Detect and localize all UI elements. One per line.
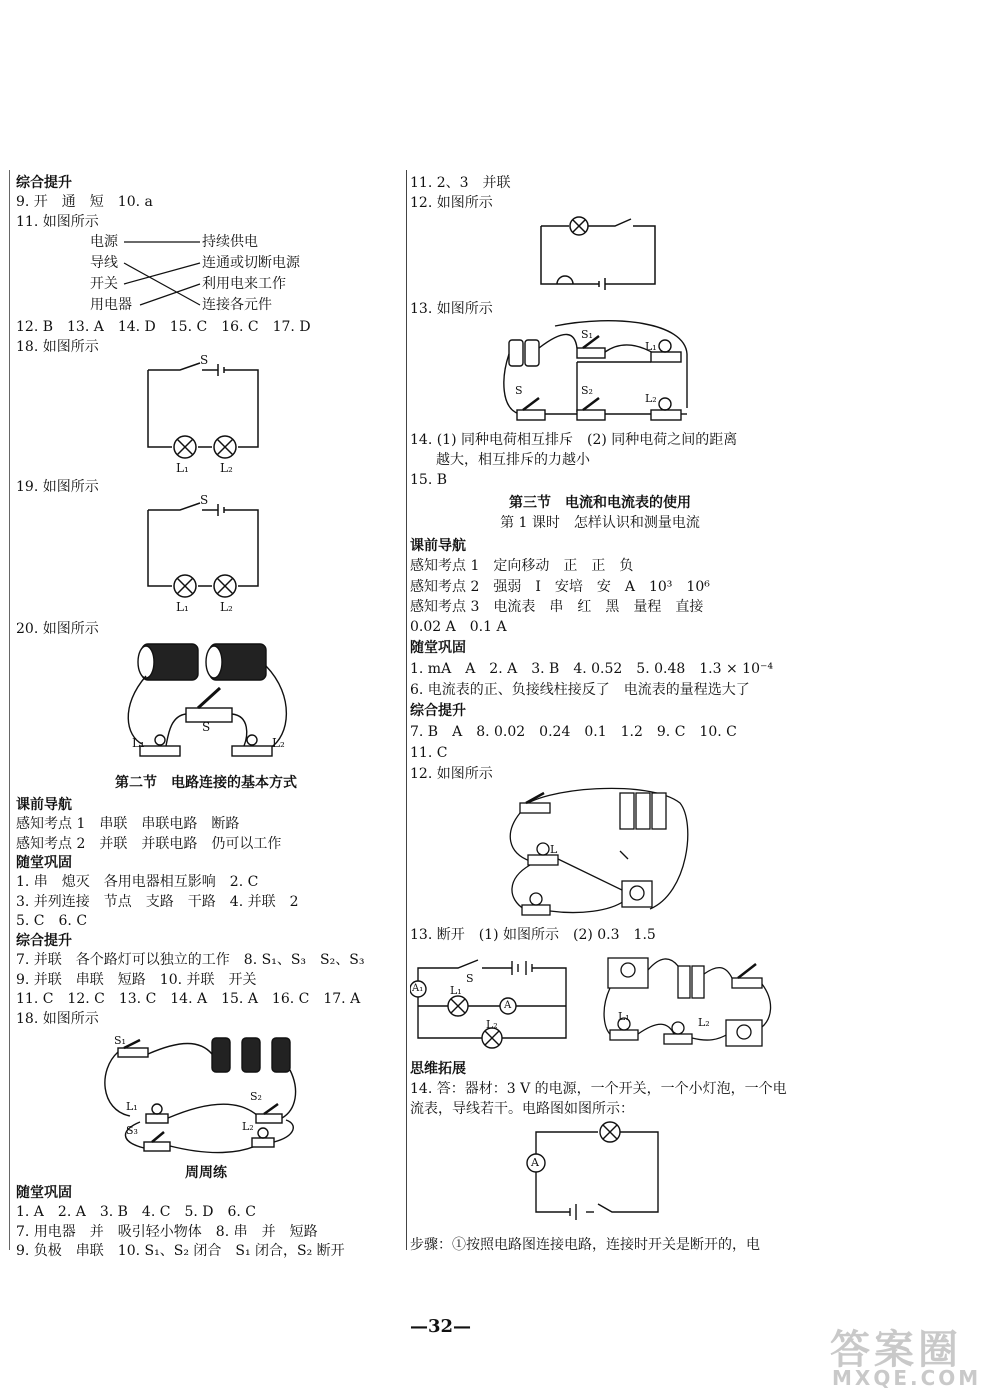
section-heading: 随堂巩固 — [410, 640, 466, 656]
ammeter-label: A₁ — [412, 983, 424, 994]
answer-line: 步骤：①按照电路图连接电路，连接时开关是断开的，电 — [410, 1237, 760, 1253]
answer-line: 12. 如图所示 — [410, 766, 493, 782]
watermark-text: 答案圈 — [830, 1327, 962, 1373]
answer-line: 11. 2、3 并联 — [410, 175, 511, 191]
switch-label: S — [200, 353, 209, 367]
answer-line: 6. 电流表的正、负接线柱接反了 电流表的量程选大了 — [410, 682, 750, 698]
page-number: —32— — [410, 1316, 472, 1337]
section-heading: 综合提升 — [410, 703, 466, 719]
lamp-label: L₂ — [645, 392, 657, 405]
circuit-diagram-13-schematic — [410, 948, 580, 1056]
answer-line: 15. B — [410, 472, 448, 488]
circuit-14-svg — [520, 1120, 670, 1228]
answer-line: 14. 答：器材：3 V 的电源，一个开关，一个小灯泡，一个电 — [410, 1081, 787, 1097]
circuit-12-svg — [535, 212, 665, 297]
column-divider — [406, 170, 407, 1250]
physical-circuit-20 — [120, 636, 300, 766]
match-right-item: 连接各元件 — [202, 297, 272, 313]
answer-line: 9. 开 通 短 10. a — [16, 194, 153, 210]
answer-line: 3. 并列连接 节点 支路 干路 4. 并联 2 — [16, 894, 299, 910]
watermark-logo — [822, 1318, 992, 1392]
match-left-item: 用电器 — [90, 297, 132, 313]
lamp-label: L₁ — [618, 1010, 630, 1023]
answer-line: 感知考点 2 并联 并联电路 仍可以工作 — [16, 836, 282, 852]
answer-line: 7. 并联 各个路灯可以独立的工作 8. S₁、S₃ S₂、S₃ — [16, 952, 365, 968]
answer-line: 9. 负极 串联 10. S₁、S₂ 闭合 S₁ 闭合，S₂ 断开 — [16, 1243, 345, 1259]
section-heading: 思维拓展 — [410, 1061, 466, 1077]
answer-line: 1. 串 熄灭 各用电器相互影响 2. C — [16, 874, 259, 890]
lamp-label: L₂ — [698, 1016, 710, 1029]
circuit-ammeter-svg — [500, 783, 690, 923]
switch-label: S₂ — [250, 1090, 262, 1103]
match-left-item: 电源 — [90, 234, 118, 250]
section-title: 周周练 — [185, 1165, 227, 1181]
left-margin-rule — [9, 170, 10, 1250]
answer-line: 18. 如图所示 — [16, 339, 99, 355]
physical-circuit-13 — [495, 318, 695, 426]
section-heading: 综合提升 — [16, 175, 72, 191]
section-heading: 随堂巩固 — [16, 1185, 72, 1201]
answer-line: 流表，导线若干。电路图如图所示： — [410, 1101, 634, 1117]
watermark-url: MXQE.COM — [832, 1366, 982, 1390]
answer-line: 13. 断开 (1) 如图所示 (2) 0.3 1.5 — [410, 927, 656, 943]
answer-line: 7. B A 8. 0.02 0.24 0.1 1.2 9. C 10. C — [410, 724, 737, 740]
circuit-diagram-12 — [535, 212, 665, 297]
switch-label: S — [200, 493, 209, 507]
match-right-item: 连通或切断电源 — [202, 255, 300, 271]
circuit-diagram-19 — [140, 494, 270, 616]
circuit-diagram-14 — [520, 1120, 670, 1228]
answer-line: 12. B 13. A 14. D 15. C 16. C 17. D — [16, 319, 311, 335]
answer-line: 感知考点 1 定向移动 正 正 负 — [410, 558, 634, 574]
answer-line: 感知考点 1 串联 串联电路 断路 — [16, 816, 240, 832]
matching-diagram — [90, 233, 350, 317]
lamp-label: L₂ — [220, 461, 233, 475]
ammeter-label: A — [504, 1000, 512, 1011]
lamp-label: L₁ — [132, 736, 145, 750]
switch-label: S — [466, 972, 474, 985]
circuit-13-real-svg — [598, 950, 778, 1054]
answer-line: 越大，相互排斥的力越小 — [436, 452, 590, 468]
switch-label: S — [515, 384, 523, 397]
section-heading: 综合提升 — [16, 933, 72, 949]
lamp-label: L₁ — [450, 984, 462, 997]
circuit-18-svg — [140, 355, 270, 475]
physical-circuit-ammeter — [500, 783, 690, 923]
answer-line: 9. 并联 串联 短路 10. 并联 开关 — [16, 972, 257, 988]
section-heading: 课前导航 — [410, 538, 466, 554]
answer-line: 1. A 2. A 3. B 4. C 5. D 6. C — [16, 1204, 257, 1220]
section-heading: 随堂巩固 — [16, 855, 72, 871]
switch-label: S₂ — [581, 384, 593, 397]
answer-line: 18. 如图所示 — [16, 1011, 99, 1027]
lamp-label: L₂ — [486, 1018, 498, 1031]
answer-line: 19. 如图所示 — [16, 479, 99, 495]
match-right-item: 利用电来工作 — [202, 276, 286, 292]
circuit-19-svg — [140, 494, 270, 616]
answer-line: 12. 如图所示 — [410, 195, 493, 211]
lamp-label: L₁ — [176, 461, 189, 475]
answer-line: 1. mA A 2. A 3. B 4. 0.52 5. 0.48 1.3 × 10⁻⁴ — [410, 661, 773, 677]
lamp-label: L₁ — [645, 340, 657, 353]
answer-line: 11. C 12. C 13. C 14. A 15. A 16. C 17. A — [16, 991, 361, 1007]
answer-line: 感知考点 3 电流表 串 红 黑 量程 直接 — [410, 599, 704, 615]
match-left-item: 导线 — [90, 255, 118, 271]
answer-line: 14. (1) 同种电荷相互排斥 (2) 同种电荷之间的距离 — [410, 432, 738, 448]
switch-label: S — [202, 720, 211, 734]
lamp-label: L₂ — [242, 1120, 254, 1133]
lamp-label: L₂ — [272, 736, 285, 750]
section-heading: 课前导航 — [16, 797, 72, 813]
answer-line: 11. C — [410, 745, 448, 761]
lamp-label: L₂ — [220, 600, 233, 614]
ammeter-label: A — [531, 1156, 539, 1169]
answer-line: 感知考点 2 强弱 I 安培 安 A 10³ 10⁶ — [410, 579, 710, 595]
section-title: 第二节 电路连接的基本方式 — [115, 775, 297, 791]
physical-circuit-13-real — [598, 950, 778, 1054]
match-right-item: 持续供电 — [202, 234, 258, 250]
lamp-label: L₁ — [126, 1100, 138, 1113]
answer-line: 5. C 6. C — [16, 913, 88, 929]
section-title: 第三节 电流和电流表的使用 — [509, 495, 691, 511]
switch-label: S₁ — [581, 328, 593, 341]
lamp-label: L — [550, 843, 558, 856]
matching-lines — [90, 233, 350, 317]
circuit-13-schematic-svg — [410, 948, 580, 1056]
answer-line: 0.02 A 0.1 A — [410, 619, 507, 635]
match-left-item: 开关 — [90, 276, 118, 292]
switch-label: S₃ — [126, 1124, 138, 1137]
answer-line: 7. 用电器 并 吸引轻小物体 8. 串 并 短路 — [16, 1224, 318, 1240]
answer-line: 11. 如图所示 — [16, 214, 99, 230]
switch-label: S₁ — [114, 1034, 126, 1047]
lamp-label: L₁ — [176, 600, 189, 614]
answer-line: 13. 如图所示 — [410, 301, 493, 317]
answer-line: 20. 如图所示 — [16, 621, 99, 637]
physical-circuit-parallel — [100, 1030, 300, 1158]
circuit-diagram-18 — [140, 355, 270, 475]
circuit-13-svg — [495, 318, 695, 426]
lesson-title: 第 1 课时 怎样认识和测量电流 — [500, 515, 700, 531]
